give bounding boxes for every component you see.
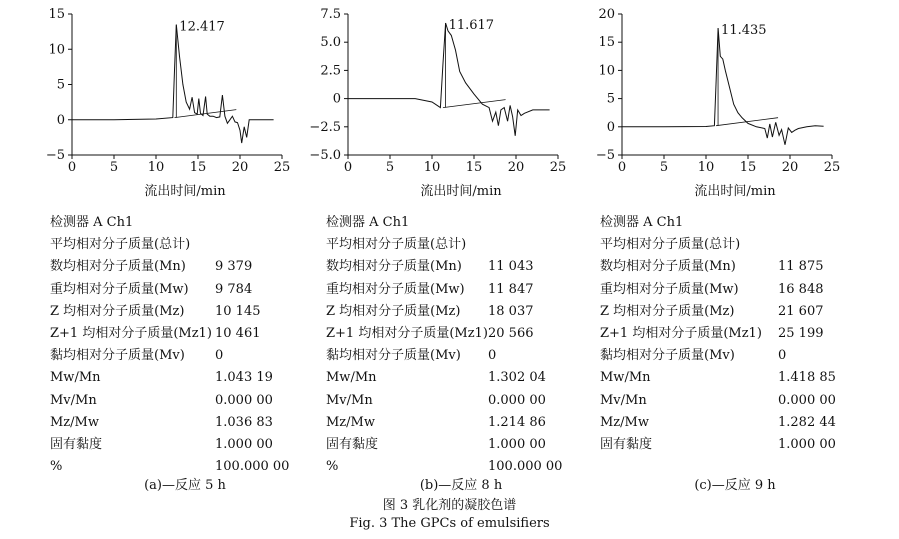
stats-row (326, 412, 606, 434)
x-axis-label: 流出时间/min (694, 184, 776, 199)
gpc-curve (72, 25, 274, 143)
stats-label: 平均相对分子质量(总计) (326, 237, 467, 253)
x-tick-label: 20 (507, 160, 525, 175)
stats-label: Mv/Mn (600, 392, 647, 408)
stats-label: 固有黏度 (326, 436, 379, 452)
x-tick-label: 10 (147, 160, 165, 175)
stats-row (326, 345, 606, 367)
y-tick-label: 0 (332, 91, 341, 107)
stats-row (50, 434, 330, 456)
stats-row (600, 212, 880, 234)
y-tick-label: 5 (606, 91, 615, 107)
stats-row (50, 412, 330, 434)
stats-label: Mz/Mw (600, 414, 649, 430)
figure-panel-a (40, 0, 330, 500)
panel-caption-b: (b)—反应 8 h (419, 478, 503, 493)
stats-row (600, 256, 880, 278)
stats-label: 重均相对分子质量(Mw) (326, 281, 465, 297)
stats-value: 1.214 86 (488, 414, 546, 430)
y-tick-label: −5.0 (309, 148, 341, 163)
stats-value: 10 145 (215, 303, 261, 319)
x-tick-label: 15 (739, 160, 757, 175)
stats-value: 11 847 (488, 281, 534, 297)
stats-value: 20 566 (488, 325, 534, 341)
gpc-curve (348, 23, 550, 136)
stats-label: 检测器 A Ch1 (326, 215, 410, 230)
stats-label: Mz/Mw (50, 414, 99, 430)
y-tick-label: −5 (595, 148, 615, 163)
x-tick-label: 20 (781, 160, 799, 175)
stats-value: 1.302 04 (488, 370, 546, 386)
gpc-curve (622, 28, 824, 145)
stats-row (50, 301, 330, 323)
peak-label: 11.617 (448, 18, 495, 34)
stats-value: 100.000 00 (488, 459, 563, 475)
stats-label: 固有黏度 (50, 436, 103, 452)
figure-panel-b (309, 0, 606, 500)
stats-label: 平均相对分子质量(总计) (600, 237, 741, 253)
x-tick-label: 5 (659, 160, 669, 175)
stats-label: Z+1 均相对分子质量(Mz1) (50, 325, 212, 341)
stats-row (50, 345, 330, 367)
stats-row (326, 212, 606, 234)
y-tick-label: −5 (45, 148, 65, 163)
stats-row (50, 279, 330, 301)
y-tick-label: 7.5 (320, 7, 341, 22)
x-tick-label: 10 (423, 160, 441, 175)
stats-label: 重均相对分子质量(Mw) (50, 281, 189, 297)
stats-label: Mz/Mw (326, 414, 375, 430)
y-tick-label: 10 (598, 63, 615, 79)
stats-value: 9 379 (215, 259, 253, 275)
stats-label: 黏均相对分子质量(Mv) (600, 348, 735, 364)
integration-baseline (174, 110, 236, 118)
stats-value: 1.000 00 (778, 436, 836, 452)
peak-label: 12.417 (179, 19, 225, 35)
gpc-chart-b (309, 0, 606, 200)
stats-table-a (50, 212, 330, 478)
stats-row (600, 412, 880, 434)
stats-label: 检测器 A Ch1 (600, 215, 684, 230)
stats-label: 数均相对分子质量(Mn) (600, 259, 736, 275)
stats-row (326, 279, 606, 301)
stats-value: 1.000 00 (488, 436, 546, 452)
stats-label: 平均相对分子质量(总计) (50, 237, 191, 253)
stats-row (326, 390, 606, 412)
stats-label: Z 均相对分子质量(Mz) (326, 303, 461, 319)
stats-row (50, 256, 330, 278)
stats-value: 11 043 (488, 259, 534, 275)
x-tick-label: 0 (343, 160, 353, 175)
stats-row (600, 323, 880, 345)
gpc-chart-a (40, 0, 330, 200)
peak-label: 11.435 (721, 23, 767, 39)
y-tick-label: 15 (598, 35, 615, 51)
x-tick-label: 5 (109, 160, 119, 175)
y-tick-label: 2.5 (320, 63, 341, 79)
panel-caption-c: (c)—反应 9 h (694, 478, 776, 493)
stats-label: 重均相对分子质量(Mw) (600, 281, 739, 297)
x-tick-label: 20 (231, 160, 249, 175)
x-tick-label: 25 (549, 160, 567, 175)
stats-label: 检测器 A Ch1 (50, 215, 134, 230)
y-tick-label: 10 (48, 42, 65, 58)
stats-row (600, 345, 880, 367)
stats-row (326, 301, 606, 323)
stats-value: 9 784 (215, 281, 253, 297)
stats-label: Mv/Mn (50, 392, 97, 408)
y-tick-label: −2.5 (309, 119, 341, 135)
stats-label: Mw/Mn (600, 370, 651, 386)
gpc-chart-c (590, 0, 880, 200)
stats-row (600, 434, 880, 456)
stats-value: 18 037 (488, 303, 534, 319)
stats-row (600, 301, 880, 323)
x-axis-label: 流出时间/min (420, 184, 502, 199)
integration-baseline (716, 118, 778, 126)
stats-value: 1.282 44 (778, 414, 836, 430)
stats-value: 0.000 00 (778, 392, 836, 408)
y-tick-label: 20 (598, 7, 615, 22)
stats-row (600, 367, 880, 389)
stats-value: 0 (488, 348, 497, 364)
stats-label: Mv/Mn (326, 392, 373, 408)
stats-value: 25 199 (778, 325, 824, 341)
x-tick-label: 25 (823, 160, 841, 175)
stats-row (50, 323, 330, 345)
stats-value: 0 (778, 348, 787, 364)
stats-row (326, 323, 606, 345)
x-tick-label: 15 (189, 160, 207, 175)
stats-value: 0.000 00 (215, 392, 273, 408)
stats-label: Z 均相对分子质量(Mz) (50, 303, 185, 319)
x-tick-label: 25 (273, 160, 291, 175)
stats-row (326, 434, 606, 456)
stats-label: 数均相对分子质量(Mn) (50, 259, 186, 275)
stats-row (50, 212, 330, 234)
x-tick-label: 10 (697, 160, 715, 175)
figure-panel-c (590, 0, 880, 500)
stats-label: % (326, 459, 339, 475)
stats-label: Z+1 均相对分子质量(Mz1) (600, 325, 762, 341)
stats-row (50, 367, 330, 389)
stats-row (50, 234, 330, 256)
stats-value: 1.000 00 (215, 436, 273, 452)
stats-value: 21 607 (778, 303, 824, 319)
y-tick-label: 0 (56, 112, 65, 128)
stats-value: 1.418 85 (778, 370, 836, 386)
stats-label: Mw/Mn (326, 370, 377, 386)
stats-label: 数均相对分子质量(Mn) (326, 259, 462, 275)
y-tick-label: 15 (48, 7, 65, 22)
stats-row (600, 234, 880, 256)
x-tick-label: 15 (465, 160, 483, 175)
panel-caption-a: (a)—反应 5 h (144, 478, 226, 493)
stats-value: 16 848 (778, 281, 824, 297)
stats-row (326, 367, 606, 389)
x-axis-label: 流出时间/min (144, 184, 226, 199)
stats-label: 黏均相对分子质量(Mv) (50, 348, 185, 364)
y-tick-label: 0 (606, 119, 615, 135)
stats-row (600, 279, 880, 301)
figure-title-en: Fig. 3 The GPCs of emulsifiers (349, 516, 550, 531)
stats-value: 11 875 (778, 259, 824, 275)
x-tick-label: 5 (385, 160, 395, 175)
stats-row (600, 390, 880, 412)
stats-value: 1.036 83 (215, 414, 273, 430)
stats-label: Mw/Mn (50, 370, 101, 386)
stats-value: 100.000 00 (215, 459, 290, 475)
stats-label: Z+1 均相对分子质量(Mz1) (326, 325, 488, 341)
x-tick-label: 0 (67, 160, 77, 175)
stats-row (326, 256, 606, 278)
stats-value: 0 (215, 348, 224, 364)
stats-label: 固有黏度 (600, 436, 653, 452)
x-tick-label: 0 (617, 160, 627, 175)
stats-label: Z 均相对分子质量(Mz) (600, 303, 735, 319)
stats-label: 黏均相对分子质量(Mv) (326, 348, 461, 364)
y-tick-label: 5.0 (320, 35, 341, 51)
stats-row (326, 234, 606, 256)
y-tick-label: 5 (56, 77, 65, 93)
stats-value: 1.043 19 (215, 370, 273, 386)
stats-table-c (600, 212, 880, 456)
figure-title-cn: 图 3 乳化剂的凝胶色谱 (382, 498, 517, 513)
stats-table-b (326, 212, 606, 478)
stats-row (50, 390, 330, 412)
stats-label: % (50, 459, 63, 475)
stats-value: 10 461 (215, 325, 261, 341)
integration-baseline (443, 100, 506, 108)
stats-value: 0.000 00 (488, 392, 546, 408)
